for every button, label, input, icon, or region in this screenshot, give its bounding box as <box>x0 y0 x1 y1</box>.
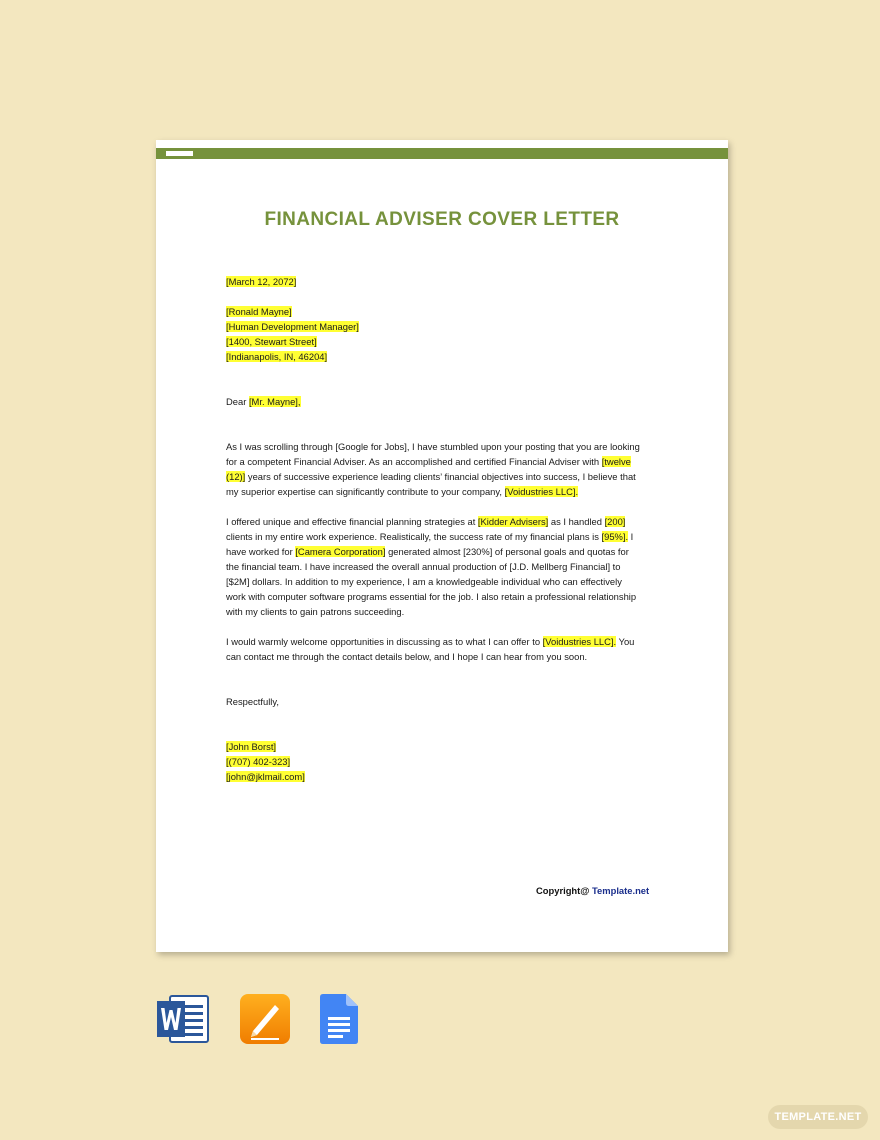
header-tab <box>166 151 193 156</box>
paragraph-1: As I was scrolling through [Google for Jobs], I have stumbled upon your posting that you are looking for a competent Financial Adviser. As an accomplished and certified Financial Adviser with [twelve (12)] years of successive experience leading clients’ financial objectives into success, I believe that my superior expertise can significantly contribute to your company, [Voidustries LLC]. <box>226 441 640 497</box>
recipient-street: [1400, Stewart Street] <box>226 336 317 347</box>
signature-phone: [(707) 402-323] <box>226 756 291 767</box>
salutation: Dear [Mr. Mayne], <box>226 396 301 407</box>
recipient-name: [Ronald Mayne] <box>226 306 292 317</box>
paragraph-2: I offered unique and effective financial planning strategies at [Kidder Advisers] as I handled [200] clients in my entire work experience. Realistically, the success rate of my financial plans is [95%]. I have worked for [Camera Corporation] generated almost [230%] of personal goals and quotas for the financial team. I have increased the overall annual production of [J.D. Mellberg Financial] to [$2M] dollars. In addition to my experience, I am a knowledgeable individual who can effectively work with computer software programs essential for the job. I also retain a professional relationship with my clients to gain patrons succeeding. <box>226 516 637 617</box>
letter-page <box>156 140 728 952</box>
word-icon[interactable] <box>156 993 212 1045</box>
page-title: FINANCIAL ADVISER COVER LETTER <box>264 209 620 230</box>
recipient-position: [Human Development Manager] <box>226 321 359 332</box>
copyright-link[interactable]: Template.net <box>592 885 650 896</box>
recipient-city: [Indianapolis, IN, 46204] <box>226 351 328 362</box>
watermark-badge: TEMPLATE.NET <box>768 1105 868 1129</box>
signature-email: [john@jklmail.com] <box>226 771 305 782</box>
signature-name: [John Borst] <box>226 741 277 752</box>
letter-date: [March 12, 2072] <box>226 276 297 287</box>
closing: Respectfully, <box>226 696 279 707</box>
copyright-notice: Copyright@ Template.net <box>536 885 650 896</box>
letter-body <box>226 274 666 784</box>
header-bar <box>156 148 728 159</box>
pages-icon[interactable] <box>239 993 291 1045</box>
google-docs-icon[interactable] <box>318 993 360 1045</box>
paragraph-3: I would warmly welcome opportunities in discussing as to what I can offer to [Voidustries LLC]. You can contact me through the contact details below, and I hope I can hear from you soon. <box>226 636 635 662</box>
